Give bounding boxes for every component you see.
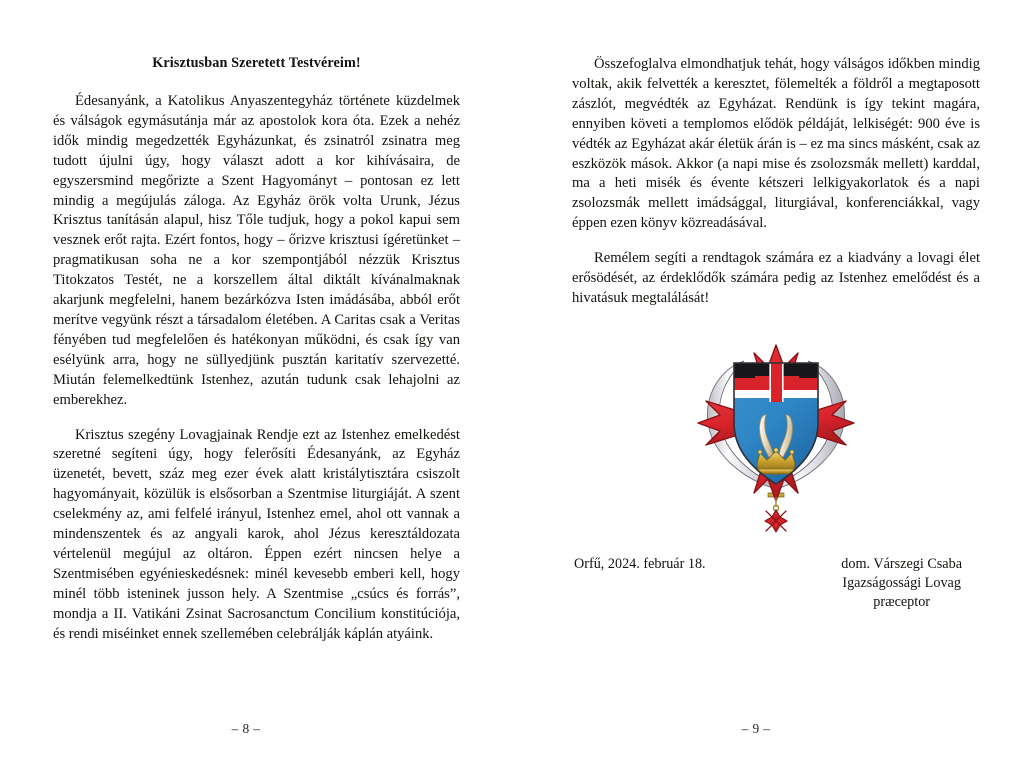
signature-place-date: Orfű, 2024. február 18.: [574, 555, 706, 572]
body-paragraph: Remélem segíti a rendtagok számára ez a kiadvány a lovagi élet erősödését, az érdeklődők számára pedig az Istenhez emelődést és a hivatásuk megtalálását!: [572, 250, 980, 306]
body-paragraph: Összefoglalva elmondhatjuk tehát, hogy válságos időkben mindig voltak, akik felvették a keresztet, fölemelték a földről a megtaposott zászlót, megvédték az Egyházat. Rendünk is így tekint magára, ennyiben követi a templomos elődök példáját, lelkiségét: 900 éve is védték az Egyházat akár életük árán is – ez ma sincs másként, csak az eszközök mások. Akkor (a napi mise és zsolozsmák mellett) karddal, ma a heti misék és évente kétszeri lelkigyakorlatok és a napi zsolozsmák mellett imádsággal, liturgiával, konferenciákkal, vagy éppen ezen könyv közreadásával.: [572, 56, 980, 232]
order-coat-of-arms-icon: [672, 327, 880, 533]
signature-block: [572, 555, 980, 613]
page-right: [512, 0, 1024, 775]
page-number-left: – 8 –: [231, 721, 261, 736]
body-paragraph: Krisztus szegény Lovagjainak Rendje ezt az Istenhez emelkedést szeretné segíteni úgy, hogy felerősíti Édesanyánk, az Egyház üzenetét, bevett, száz meg ezer évek alatt kristálytisztára csiszolt hagyományait, közülük is elsősorban a Szentmise liturgiáját. A szent cselekmény az, ami felfelé irányul, Istenhez emel, ahol ott vannak a mindenszentek és az angyali karok, ahol Jézus keresztáldozata vértelenül megújul az oltáron. Éppen ezért nincsen helye a Szentmisében egyénieskedésnek: minél kevesebb emberi kell, hogy minél több isteninek jusson hely. A Szentmise „csúcs és forrás”, mondja a II. Vatikáni Zsinat Sacrosanctum Concilium konstitúciója, és rendi miséinket ennek szellemében celebrálják káplán atyáink.: [53, 426, 460, 642]
page-number-right: – 9 –: [741, 721, 771, 736]
body-paragraph: Édesanyánk, a Katolikus Anyaszentegyház története küzdelmek és válságok egymásutánja már az apostolok kora óta. Ezek a nehéz idők mindig megedzették Egyházunkat, és zsinatról zsinatra meg tudott újulni úgy, hogy választ adott a kor kihívásaira, de egyszersmind megőrizte a Szent Hagyományt – pontosan ez lett mindig a megújulás záloga. Az Egyház örök volta Urunk, Jézus Krisztus tanításán alapul, hisz Tőle tudjuk, hogy a pokol kapui sem vesznek erőt rajta. Ezért fontos, hogy – őrizve krisztusi ígéretünket – pragmatikusan soha ne a kor szempontjából nézzük Krisztus Titokzatos Testét, ne a korszellem által diktált kívánalmaknak akarjunk megfelelni, hanem bezárkózva Isten imádásába, abból erőt merítve vegyünk részt a társadalom életében. A Caritas csak a Veritas fényében tud megfelelően és hatékonyan működni, és csak így van esélyünk arra, hogy ne süllyedjünk pusztán karitatív szervezetté. Miután felemelkedtünk Istenhez, azután tudunk csak lehajolni az emberekhez.: [53, 93, 460, 408]
emblem-container: [572, 327, 980, 533]
signature-name: dom. Várszegi Csaba: [841, 555, 962, 572]
signature-role: præceptor: [873, 594, 931, 611]
signature-name-block: [841, 555, 980, 613]
pendant-cross-icon: [765, 497, 787, 532]
page-heading: Krisztusban Szeretett Testvéreim!: [152, 55, 361, 71]
signature-title: Igazságossági Lovag: [842, 575, 961, 592]
